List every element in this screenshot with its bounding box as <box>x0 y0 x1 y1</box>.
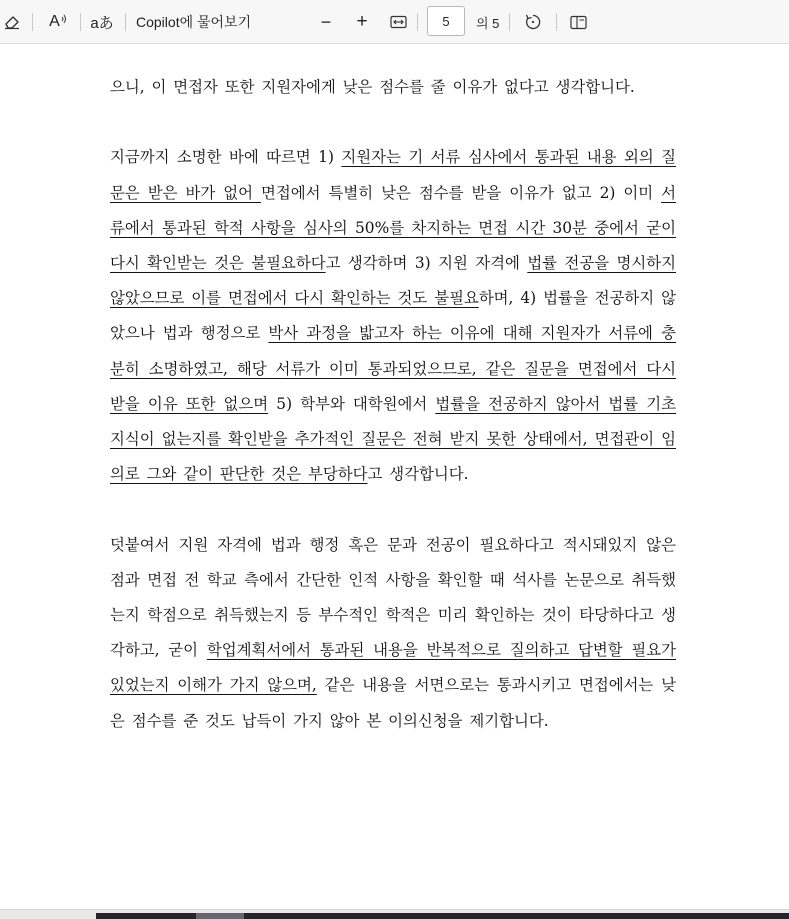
erase-button[interactable] <box>0 11 24 33</box>
copilot-label: Copilot에 물어보기 <box>136 14 252 30</box>
eraser-icon <box>3 13 21 31</box>
page-view-icon <box>570 15 587 30</box>
toolbar-separator <box>417 13 418 31</box>
document-page <box>110 70 676 739</box>
text-run: 5) 학부와 대학원에서 <box>268 394 436 413</box>
underlined-text: 박사 과정을 밟고자 하는 이유에 대해 지원자가 서류에 충분히 소명하였고, 해당 서류가 이미 통과되었으므로, 같은 질문을 면접에서 다시 받을 이유 또한 없으며 <box>110 324 676 413</box>
rotate-button[interactable] <box>522 11 544 33</box>
toolbar-separator <box>556 13 557 31</box>
text-run: 같은 내용을 서면으로는 통과시키고 면접에서는 낮은 점수를 준 것도 납득이 가지 않아 본 이의신청을 제기합니다. <box>110 676 676 730</box>
translate-label: aあ <box>90 14 114 32</box>
page-number-input[interactable] <box>427 6 465 36</box>
read-aloud-label: A <box>49 13 60 30</box>
toolbar-separator <box>32 13 33 31</box>
text-run: 면접에서 특별히 낮은 점수를 받을 이유가 없고 2) 이미 <box>261 183 662 202</box>
paragraph-3 <box>110 528 676 739</box>
paragraph-1 <box>110 70 676 105</box>
copilot-button[interactable] <box>136 11 262 33</box>
text-run: 하며, 4) 법률을 전공하지 않았으나 법과 행정으로 <box>110 289 676 343</box>
taskbar-highlight <box>196 913 244 919</box>
paragraph-2 <box>110 140 676 492</box>
underlined-text: 서류에서 통과된 학적 사항을 심사의 50%를 차지하는 면접 시간 30분 중에서 굳이 다시 확인받는 것은 불필요하다 <box>110 183 676 272</box>
underlined-text: 지원자는 기 서류 심사에서 통과된 내용 외의 질문은 받은 바가 없어 <box>110 148 676 202</box>
toolbar-separator <box>80 13 81 31</box>
rotate-icon <box>524 13 542 31</box>
translate-button[interactable] <box>88 11 116 33</box>
underlined-text: 법률을 전공하지 않아서 법률 기초 지식이 없는지를 확인받을 추가적인 질문은 전혀 받지 못한 상태에서, 면접관이 임의로 그와 같이 판단한 것은 부당하다 <box>110 394 677 484</box>
underlined-text: 법률 전공을 명시하지 않았으므로 이를 면접에서 다시 확인하는 것도 불필요 <box>110 254 677 308</box>
zoom-in-button[interactable] <box>352 11 372 33</box>
fit-width-button[interactable] <box>388 11 408 33</box>
total-pages-label: 의 5 <box>476 15 500 31</box>
pdf-toolbar <box>0 0 789 44</box>
underlined-text: 학업계획서에서 통과된 내용을 반복적으로 질의하고 답변할 필요가 있었는지 이해가 가지 않으며, <box>110 641 677 695</box>
text-run: 고 생각하며 3) 지원 자격에 <box>325 254 528 272</box>
toolbar-separator <box>509 13 510 31</box>
sound-waves-icon <box>61 13 69 25</box>
page-view-button[interactable] <box>567 11 589 33</box>
text-run: 으니, 이 면접자 또한 지원자에게 낮은 점수를 줄 이유가 없다고 생각합니다. <box>110 78 635 96</box>
zoom-out-button[interactable] <box>316 11 336 33</box>
fit-width-icon <box>390 15 407 29</box>
plus-icon: + <box>356 11 368 32</box>
minus-icon: − <box>320 11 332 32</box>
text-run: 덧붙여서 지원 자격에 법과 행정 혹은 문과 전공이 필요하다고 적시돼있지 않은 점과 면접 전 학교 측에서 간단한 인적 사항을 확인할 때 석사를 논문으로 취득했는지 학점으로 취득했는지 등 부수적인 학적은 미리 확인하는 것이 타당하다고 생각하고, 굳이 <box>110 535 676 660</box>
text-run: 지금까지 소명한 바에 따르면 1) <box>110 148 342 167</box>
read-aloud-button[interactable] <box>46 11 72 33</box>
text-run: 고 생각합니다. <box>367 465 469 484</box>
toolbar-separator <box>125 13 126 31</box>
